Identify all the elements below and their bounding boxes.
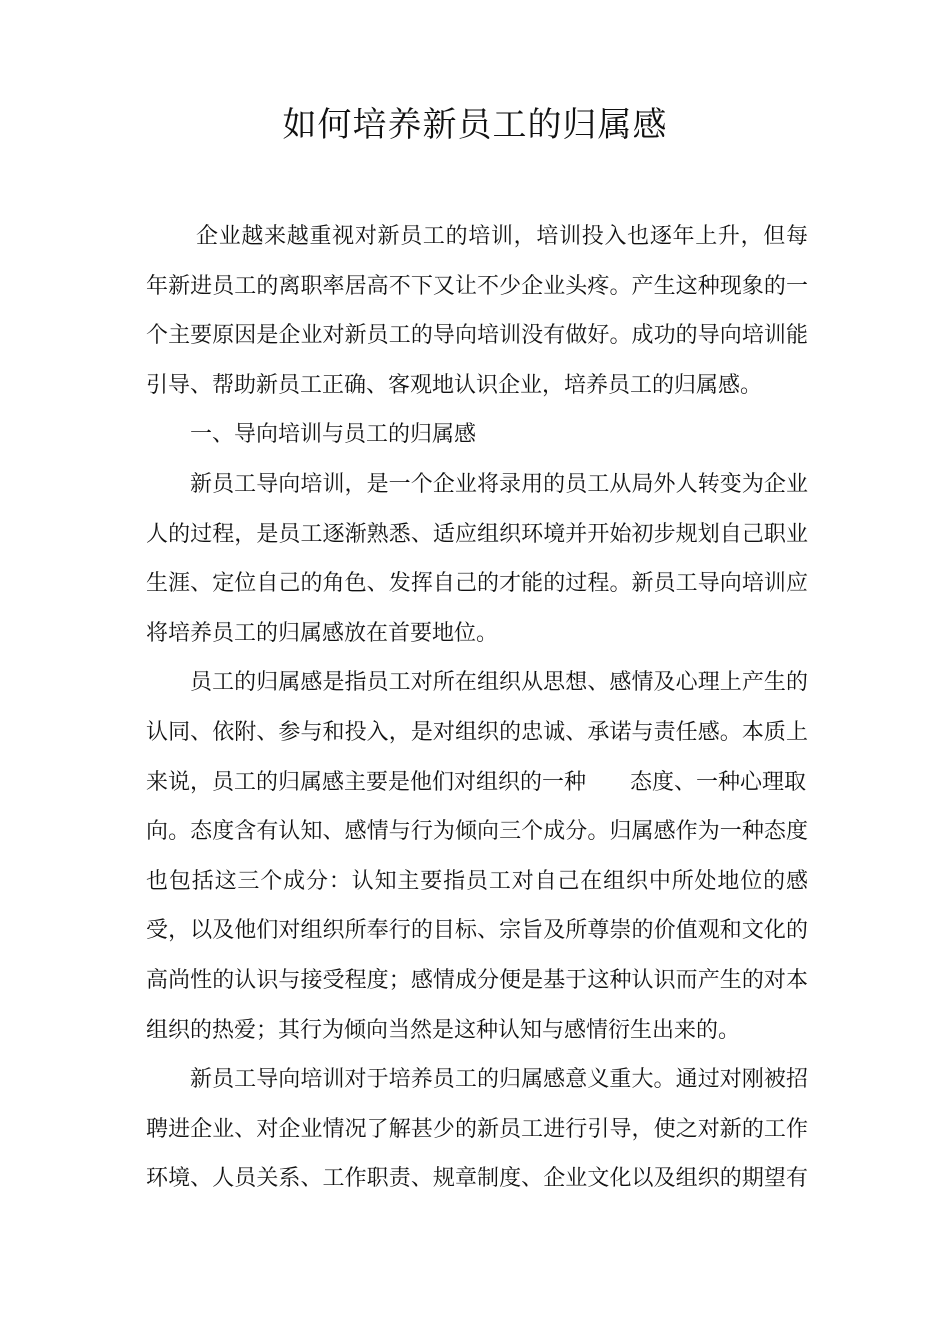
line-segment: 态度、一种心理取 [630,769,807,795]
paragraph-line: 年新进员工的离职率居高不下又让不少企业头疼。产生这种现象的一 [146,273,808,299]
paragraph-line: 环境、人员关系、工作职责、规章制度、企业文化以及组织的期望有 [146,1166,808,1192]
paragraph-line: 组织的热爱；其行为倾向当然是这种认知与感情衍生出来的。 [146,1017,741,1043]
document-body [146,212,808,1204]
section-heading: 一、导向培训与员工的归属感 [190,422,477,448]
paragraph-line: 人的过程，是员工逐渐熟悉、适应组织环境并开始初步规划自己职业 [146,521,808,547]
paragraph-line: 新员工导向培训，是一个企业将录用的员工从局外人转变为企业 [190,471,808,497]
paragraph-line: 受，以及他们对组织所奉行的目标、宗旨及所尊崇的价值观和文化的 [146,918,808,944]
paragraph-line: 引导、帮助新员工正确、客观地认识企业，培养员工的归属感。 [146,372,763,398]
paragraph-line: 企业越来越重视对新员工的培训，培训投入也逐年上升，但每 [196,224,808,249]
document-title: 如何培养新员工的归属感 [282,105,668,145]
paragraph-line: 将培养员工的归属感放在首要地位。 [146,620,499,646]
paragraph-line: 生涯、定位自己的角色、发挥自己的才能的过程。新员工导向培训应 [146,571,808,597]
paragraph-line: 也包括这三个成分：认知主要指员工对自己在组织中所处地位的感 [146,868,808,894]
paragraph-line: 高尚性的认识与接受程度；感情成分便是基于这种认识而产生的对本 [146,967,808,993]
line-segment: 来说，员工的归属感主要是他们对组织的一种 [146,769,587,795]
paragraph-line: 聘进企业、对企业情况了解甚少的新员工进行引导，使之对新的工作 [146,1116,808,1142]
paragraph-line: 员工的归属感是指员工对所在组织从思想、感情及心理上产生的 [190,670,808,696]
paragraph-line: 新员工导向培训对于培养员工的归属感意义重大。通过对刚被招 [190,1067,808,1093]
paragraph-line: 个主要原因是企业对新员工的导向培训没有做好。成功的导向培训能 [146,323,808,349]
paragraph-line: 认同、依附、参与和投入，是对组织的忠诚、承诺与责任感。本质上 [146,719,808,745]
paragraph-line: 向。态度含有认知、感情与行为倾向三个成分。归属感作为一种态度 [146,819,808,845]
paragraph-line-split [146,758,808,808]
